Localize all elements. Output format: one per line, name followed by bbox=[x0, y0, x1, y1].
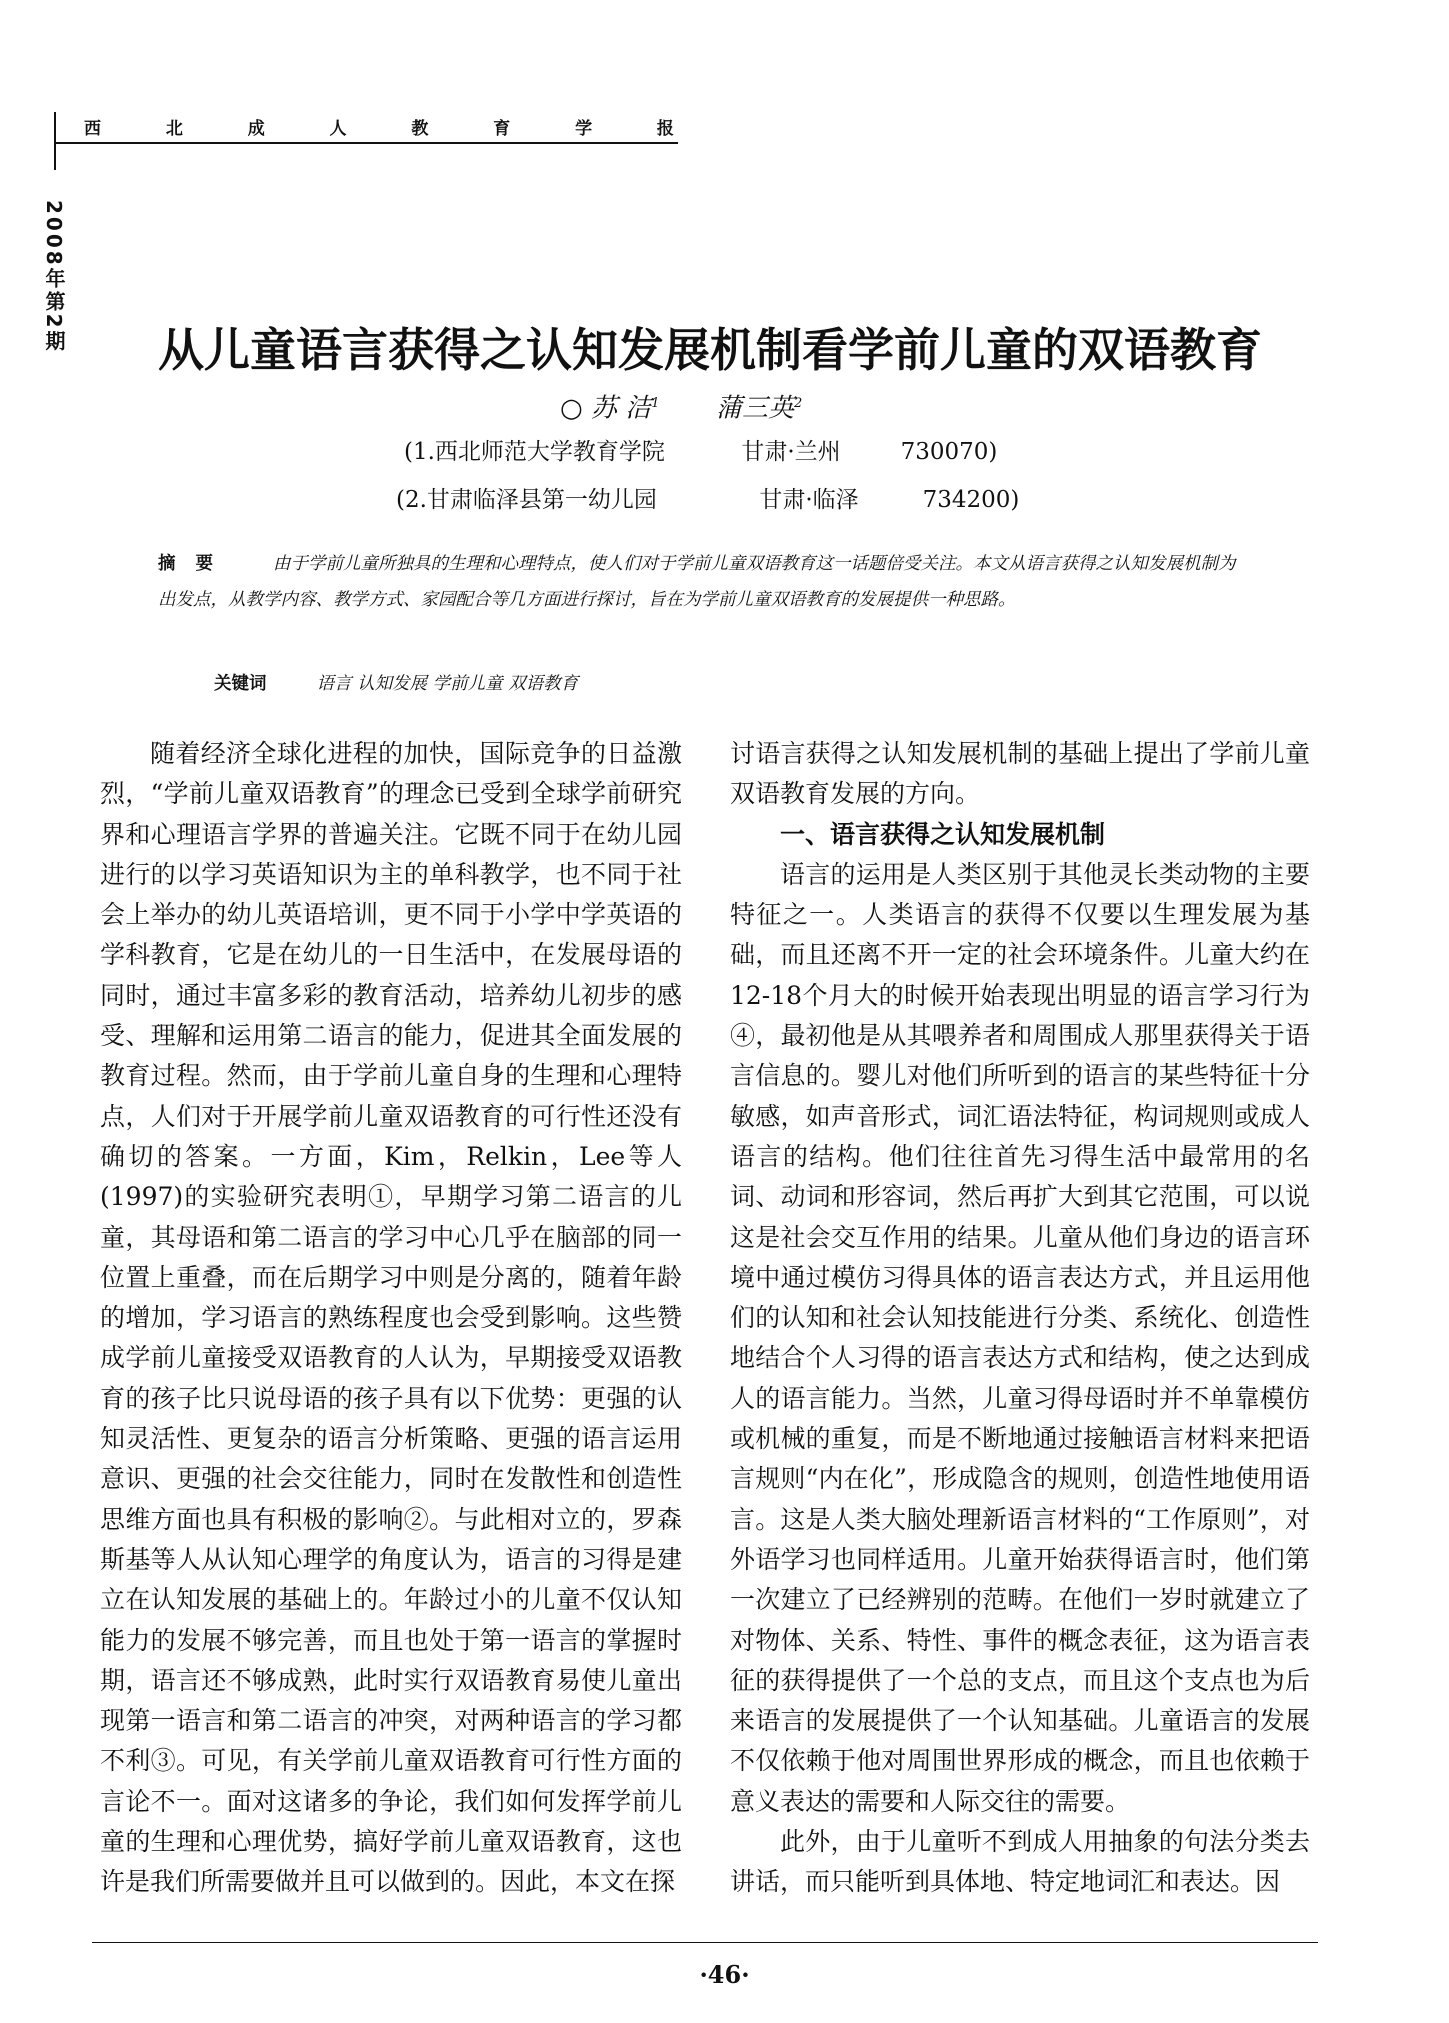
author-affil-mark: 1 bbox=[651, 396, 660, 411]
body-column-left bbox=[100, 734, 682, 1903]
keywords bbox=[214, 668, 578, 700]
header-rule bbox=[56, 142, 678, 144]
affiliation-1 bbox=[404, 436, 997, 468]
affiliation-place: 甘肃·兰州 bbox=[741, 439, 841, 465]
affiliation-zip: 734200) bbox=[922, 487, 1020, 513]
author-name: 蒲三英 bbox=[716, 393, 795, 424]
abstract-label: 摘要 bbox=[158, 554, 233, 574]
journal-char: 人 bbox=[329, 118, 347, 139]
section-heading: 一、语言获得之认知发展机制 bbox=[780, 819, 1106, 849]
journal-char: 北 bbox=[165, 118, 183, 139]
header-margin-line bbox=[54, 112, 56, 170]
abstract-text: 由于学前儿童所独具的生理和心理特点，使人们对于学前儿童双语教育这一话题倍受关注。本文从语言获得之认知发展机制为出发点，从教学内容、教学方式、家园配合等几方面进行探讨，旨在为学前儿童双语教育的发展提供一种思路。 bbox=[158, 554, 1236, 610]
body-paragraph: 此外，由于儿童听不到成人用抽象的句法分类去讲话，而只能听到具体地、特定地词汇和表达。因 bbox=[730, 1827, 1310, 1897]
affiliation-name: (1.西北师范大学教育学院 bbox=[404, 439, 665, 465]
affiliation-name: (2.甘肃临泽县第一幼儿园 bbox=[396, 487, 657, 513]
affiliation-2 bbox=[396, 484, 1019, 516]
author-affil-mark: 2 bbox=[794, 396, 803, 411]
journal-name bbox=[84, 112, 674, 140]
keywords-label: 关键词 bbox=[214, 674, 267, 694]
journal-char: 学 bbox=[575, 118, 593, 139]
issue-label: 2008年第2期 bbox=[42, 200, 66, 354]
body-paragraph: 讨语言获得之认知发展机制的基础上提出了学前儿童双语教育发展的方向。 bbox=[730, 739, 1310, 809]
footer-rule bbox=[92, 1942, 1318, 1943]
article-title: 从儿童语言获得之认知发展机制看学前儿童的双语教育 bbox=[158, 323, 1262, 377]
author-name: 苏 洁 bbox=[590, 393, 652, 424]
journal-char: 西 bbox=[84, 118, 101, 139]
author-line bbox=[560, 386, 802, 427]
body-paragraph: 随着经济全球化进程的加快，国际竞争的日益激烈，“学前儿童双语教育”的理念已受到全球学前研究界和心理语言学界的普遍关注。它既不同于在幼儿园进行的以学习英语知识为主的单科教学，也不同于社会上举办的幼儿英语培训，更不同于小学中学英语的学科教育，它是在幼儿的一日生活中，在发展母语的同时，通过丰富多彩的教育活动，培养幼儿初步的感受、理解和运用第二语言的能力，促进其全面发展的教育过程。然而，由于学前儿童自身的生理和心理特点，人们对于开展学前儿童双语教育的可行性还没有确切的答案。一方面，Kim，Relkin，Lee等人(1997)的实验研究表明①，早期学习第二语言的儿童，其母语和第二语言的学习中心几乎在脑部的同一位置上重叠，而在后期学习中则是分离的，随着年龄的增加，学习语言的熟练程度也会受到影响。这些赞成学前儿童接受双语教育的人认为，早期接受双语教育的孩子比只说母语的孩子具有以下优势：更强的认知灵活性、更复杂的语言分析策略、更强的语言运用意识、更强的社会交往能力，同时在发散性和创造性思维方面也具有积极的影响②。与此相对立的，罗森斯基等人从认知心理学的角度认为，语言的习得是建立在认知发展的基础上的。年龄过小的儿童不仅认知能力的发展不够完善，而且也处于第一语言的掌握时期，语言还不够成熟，此时实行双语教育易使儿童出现第一语言和第二语言的冲突，对两种语言的学习都不利③。可见，有关学前儿童双语教育可行性方面的言论不一。面对这诸多的争论，我们如何发挥学前儿童的生理和心理优势，搞好学前儿童双语教育，这也许是我们所需要做并且可以做到的。因此，本文在探 bbox=[100, 739, 682, 1897]
abstract bbox=[158, 546, 1248, 618]
journal-char: 成 bbox=[247, 118, 265, 139]
author-marker: ○ bbox=[560, 393, 583, 424]
affiliation-place: 甘肃·临泽 bbox=[759, 487, 859, 513]
journal-char: 报 bbox=[656, 118, 674, 139]
body-paragraph: 语言的运用是人类区别于其他灵长类动物的主要特征之一。人类语言的获得不仅要以生理发展为基础，而且还离不开一定的社会环境条件。儿童大约在12-18个月大的时候开始表现出明显的语言学习行为④，最初他是从其喂养者和周围成人那里获得关于语言信息的。婴儿对他们所听到的语言的某些特征十分敏感，如声音形式，词汇语法特征，构词规则或成人语言的结构。他们往往首先习得生活中最常用的名词、动词和形容词，然后再扩大到其它范围，可以说这是社会交互作用的结果。儿童从他们身边的语言环境中通过模仿习得具体的语言表达方式，并且运用他们的认知和社会认知技能进行分类、系统化、创造性地结合个人习得的语言表达方式和结构，使之达到成人的语言能力。当然，儿童习得母语时并不单靠模仿或机械的重复，而是不断地通过接触语言材料来把语言规则“内在化”，形成隐含的规则，创造性地使用语言。这是人类大脑处理新语言材料的“工作原则”，对外语学习也同样适用。儿童开始获得语言时，他们第一次建立了已经辨别的范畴。在他们一岁时就建立了对物体、关系、特性、事件的概念表征，这为语言表征的获得提供了一个总的支点，而且这个支点也为后来语言的发展提供了一个认知基础。儿童语言的发展不仅依赖于他对周围世界形成的概念，而且也依赖于意义表达的需要和人际交往的需要。 bbox=[730, 859, 1310, 1816]
page-number: ·46· bbox=[699, 1960, 750, 1989]
keywords-text: 语言 认知发展 学前儿童 双语教育 bbox=[316, 674, 579, 694]
journal-char: 育 bbox=[493, 118, 511, 139]
affiliation-zip: 730070) bbox=[900, 439, 998, 465]
body-column-right bbox=[730, 734, 1310, 1903]
journal-char: 教 bbox=[411, 118, 429, 139]
